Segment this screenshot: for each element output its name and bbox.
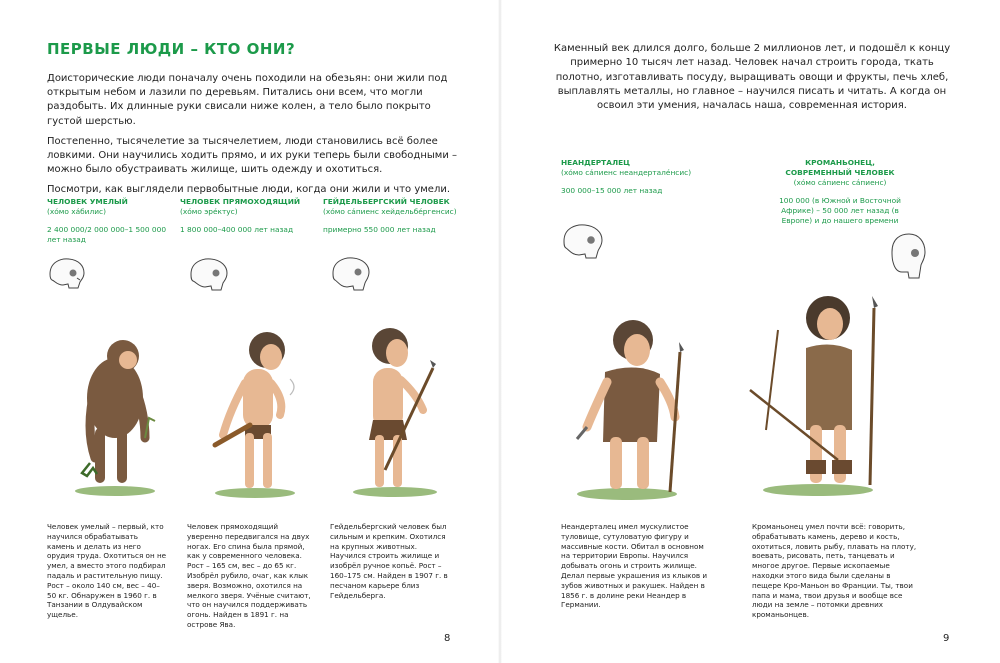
species-date: 100 000 (в Южной и Восточной Африке) – 50 000 лет назад (в Европе) и до нашего времени [779, 196, 901, 225]
species-name: ЧЕЛОВЕК ПРЯМОХОДЯЩИЙ [180, 197, 301, 206]
skull-icon [330, 256, 372, 292]
skull-icon [47, 256, 87, 290]
species-date: 300 000–15 000 лет назад [561, 186, 663, 195]
species-latin: (хóмо хáбилис) [47, 207, 106, 216]
species-description: Кроманьонец умел почти всё: говорить, обрабатывать камень, дерево и кость, охотиться, ловить рыбу, плавать на плоту, воевать, рисовать, петь, танцевать и многое другое. Первые ископаемые находки этого вида были сделаны в пещере Кро-Маньон во Франции. Ты, твои папа и мама, твои друзья и вообще все люди на земле – потомки древних кроманьонцев. [752, 522, 917, 620]
species-description: Человек прямоходящий уверенно передвигался на двух ногах. Его спина была прямой, как у современного человека. Рост – 165 см, вес – до 65 кг. Изобрёл рубило, очаг, как клык зверя. Возможно, охотился на мелкого зверя. Учёные считают, что он научился поддерживать огонь. Найден в 1891 г. на острове Ява. [187, 522, 311, 629]
species-date: 2 400 000/2 000 000–1 500 000 лет назад [47, 225, 167, 244]
species-header-cromagnon [775, 158, 905, 226]
species-header-heidelbergensis [323, 197, 468, 235]
skull-icon [888, 232, 928, 280]
species-header-neanderthal [561, 158, 711, 196]
species-description: Человек умелый – первый, кто научился обрабатывать камень и делать из него орудия труда. Охотиться он не умел, а вместо этого подбирал падаль и растительную пищу. Рост – около 140 см, вес – 40–50 кг. Обнаружен в 1960 г. в Танзании в Олдувайском ущелье. [47, 522, 167, 620]
species-name: ГЕЙДЕЛЬБЕРГСКИЙ ЧЕЛОВЕК [323, 197, 450, 206]
intro-paragraph: Посмотри, как выглядели первобытные люди, когда они жили и что умели. [47, 184, 451, 196]
species-header-erectus [180, 197, 310, 235]
species-latin: (хóмо сáпиенс сáпиенс) [793, 178, 887, 187]
intro-text [47, 72, 462, 204]
homo-habilis-illustration [65, 328, 165, 498]
species-latin: (хóмо сáпиенс неандерталéнсис) [561, 168, 692, 177]
species-date: примерно 550 000 лет назад [323, 225, 436, 234]
homo-erectus-illustration [205, 325, 310, 500]
species-description: Неандерталец имел мускулистое туловище, сутуловатую фигуру и массивные кости. Обитал в основном на территории Европы. Научился добывать огонь и строить жилище. Делал первые украшения из клыков и зубов животных и ракушек. Найден в 1856 г. в долине реки Неандер в Германии. [561, 522, 708, 610]
species-name: НЕАНДЕРТАЛЕЦ [561, 158, 630, 167]
species-header-habilis [47, 197, 172, 245]
neanderthal-illustration [565, 312, 695, 502]
intro-paragraph: Постепенно, тысячелетие за тысячелетием, люди становились всё более ловкими. Они научились ходить прямо, и их руки теперь были свободными – можно было обустраивать жилище, шить одежду и охотиться. [47, 135, 457, 176]
intro-paragraph: Доисторические люди поначалу очень походили на обезьян: они жили под открытым небом и лазили по деревьям. Питались они всем, что могли раздобыть. Их длинные руки свисали ниже колен, а тело было покрыто густой шерстью. [47, 73, 448, 127]
book-gutter [498, 0, 502, 663]
skull-icon [188, 256, 230, 292]
species-latin: (хóмо эрéктус) [180, 207, 238, 216]
homo-heidelbergensis-illustration [345, 320, 445, 500]
cro-magnon-illustration [748, 290, 888, 500]
page-number: 8 [444, 633, 451, 644]
species-date: 1 800 000–400 000 лет назад [180, 225, 294, 234]
species-description: Гейдельбергский человек был сильным и крепким. Охотился на крупных животных. Научился строить жилище и изобрёл ручное копьё. Рост – 160–175 см. Найден в 1907 г. в песчаном карьере близ Гейдельберга. [330, 522, 448, 600]
species-name: ЧЕЛОВЕК УМЕЛЫЙ [47, 197, 128, 206]
species-latin: (хóмо сáпиенс хейдельбéргенсис) [323, 207, 457, 216]
skull-icon [561, 222, 605, 260]
right-intro-text: Каменный век длился долго, больше 2 миллионов лет, и подошёл к концу примерно 10 тысяч лет назад. Человек начал строить города, ткать полотно, изготавливать посуду, выращивать овощи и фрукты, печь хлеб, выплавлять металлы, но главное – научился писать и читать. А когда он освоил эти умения, началась наша, современная история. [553, 43, 951, 112]
page-title: ПЕРВЫЕ ЛЮДИ – КТО ОНИ? [47, 40, 296, 58]
page-number: 9 [943, 633, 950, 644]
species-name: КРОМАНЬОНЕЦ, СОВРЕМЕННЫЙ ЧЕЛОВЕК [785, 158, 895, 177]
